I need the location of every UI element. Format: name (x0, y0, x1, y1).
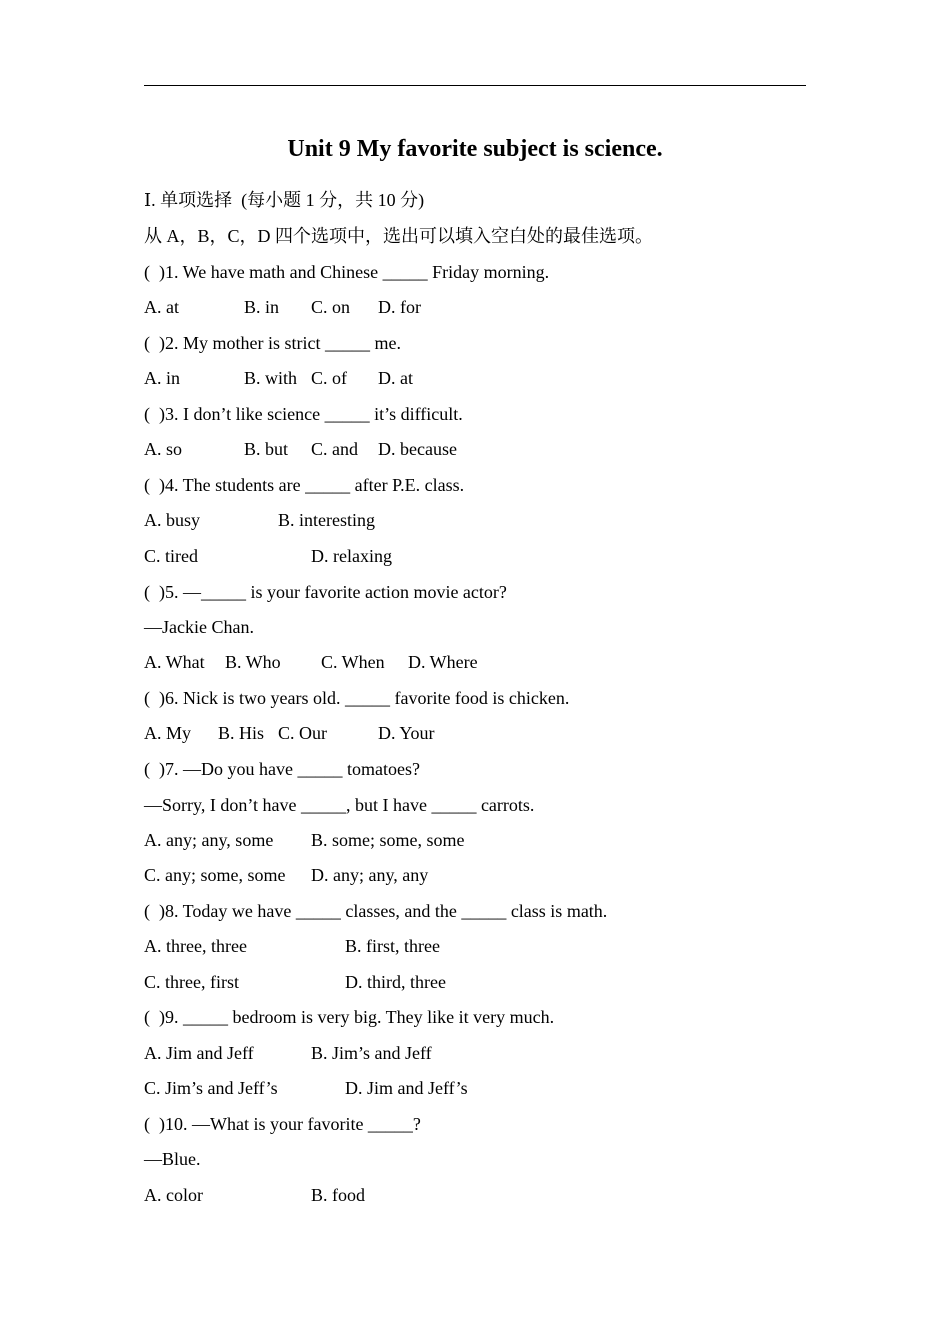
option-a: A. Jim and Jeff (144, 1043, 254, 1063)
option-a: A. My (144, 723, 192, 743)
section-instruction: 从 A，B，C，D 四个选项中，选出可以填入空白处的最佳选项。 (144, 226, 654, 246)
option-b: B. food (311, 1185, 365, 1205)
option-a: A. at (144, 297, 179, 317)
question-stem: ( )2. My mother is strict _____ me. (144, 333, 401, 353)
question-stem: ( )9. _____ bedroom is very big. They like it very much. (144, 1007, 555, 1027)
option-c: C. and (311, 439, 358, 459)
option-a: A. What (144, 652, 205, 672)
question-stem: ( )10. —What is your favorite _____? (144, 1114, 421, 1134)
question-reply: —Blue. (144, 1149, 201, 1169)
option-a: A. any; any, some (144, 830, 274, 850)
question-reply: —Jackie Chan. (144, 617, 254, 637)
option-d: D. relaxing (311, 546, 392, 566)
option-b: B. with (244, 368, 298, 388)
option-b: B. Who (225, 652, 281, 672)
question-stem: ( )7. —Do you have _____ tomatoes? (144, 759, 420, 779)
question-stem: ( )3. I don’t like science _____ it’s difficult. (144, 404, 463, 424)
question-stem: ( )6. Nick is two years old. _____ favorite food is chicken. (144, 688, 570, 708)
question-stem: ( )4. The students are _____ after P.E. class. (144, 475, 465, 495)
option-c: C. on (311, 297, 351, 317)
option-c: C. of (311, 368, 347, 388)
option-b: B. His (218, 723, 265, 743)
option-c: C. any; some, some (144, 865, 286, 885)
option-b: B. but (244, 439, 289, 459)
option-c: C. tired (144, 546, 198, 566)
option-a: A. in (144, 368, 180, 388)
option-a: A. three, three (144, 936, 247, 956)
option-d: D. because (378, 439, 457, 459)
option-a: A. busy (144, 510, 201, 530)
option-a: A. so (144, 439, 183, 459)
option-d: D. Jim and Jeff’s (345, 1078, 468, 1098)
option-b: B. some; some, some (311, 830, 465, 850)
question-stem: ( )5. —_____ is your favorite action movie actor? (144, 582, 507, 602)
option-b: B. interesting (278, 510, 375, 530)
option-b: B. in (244, 297, 280, 317)
option-d: D. at (378, 368, 413, 388)
section-heading: Ⅰ. 单项选择 (每小题 1 分，共 10 分) (144, 190, 425, 210)
option-b: B. Jim’s and Jeff (311, 1043, 432, 1063)
header-rule (144, 85, 806, 86)
option-c: C. When (321, 652, 385, 672)
question-reply: —Sorry, I don’t have _____, but I have _____ carrots. (144, 795, 535, 815)
option-a: A. color (144, 1185, 203, 1205)
option-d: D. third, three (345, 972, 446, 992)
option-c: C. Jim’s and Jeff’s (144, 1078, 278, 1098)
page-title: Unit 9 My favorite subject is science. (287, 136, 663, 162)
question-stem: ( )1. We have math and Chinese _____ Friday morning. (144, 262, 550, 282)
option-d: D. Your (378, 723, 435, 743)
question-stem: ( )8. Today we have _____ classes, and the _____ class is math. (144, 901, 608, 921)
option-b: B. first, three (345, 936, 440, 956)
option-d: D. for (378, 297, 421, 317)
option-c: C. three, first (144, 972, 239, 992)
option-d: D. Where (408, 652, 478, 672)
option-d: D. any; any, any (311, 865, 429, 885)
option-c: C. Our (278, 723, 327, 743)
